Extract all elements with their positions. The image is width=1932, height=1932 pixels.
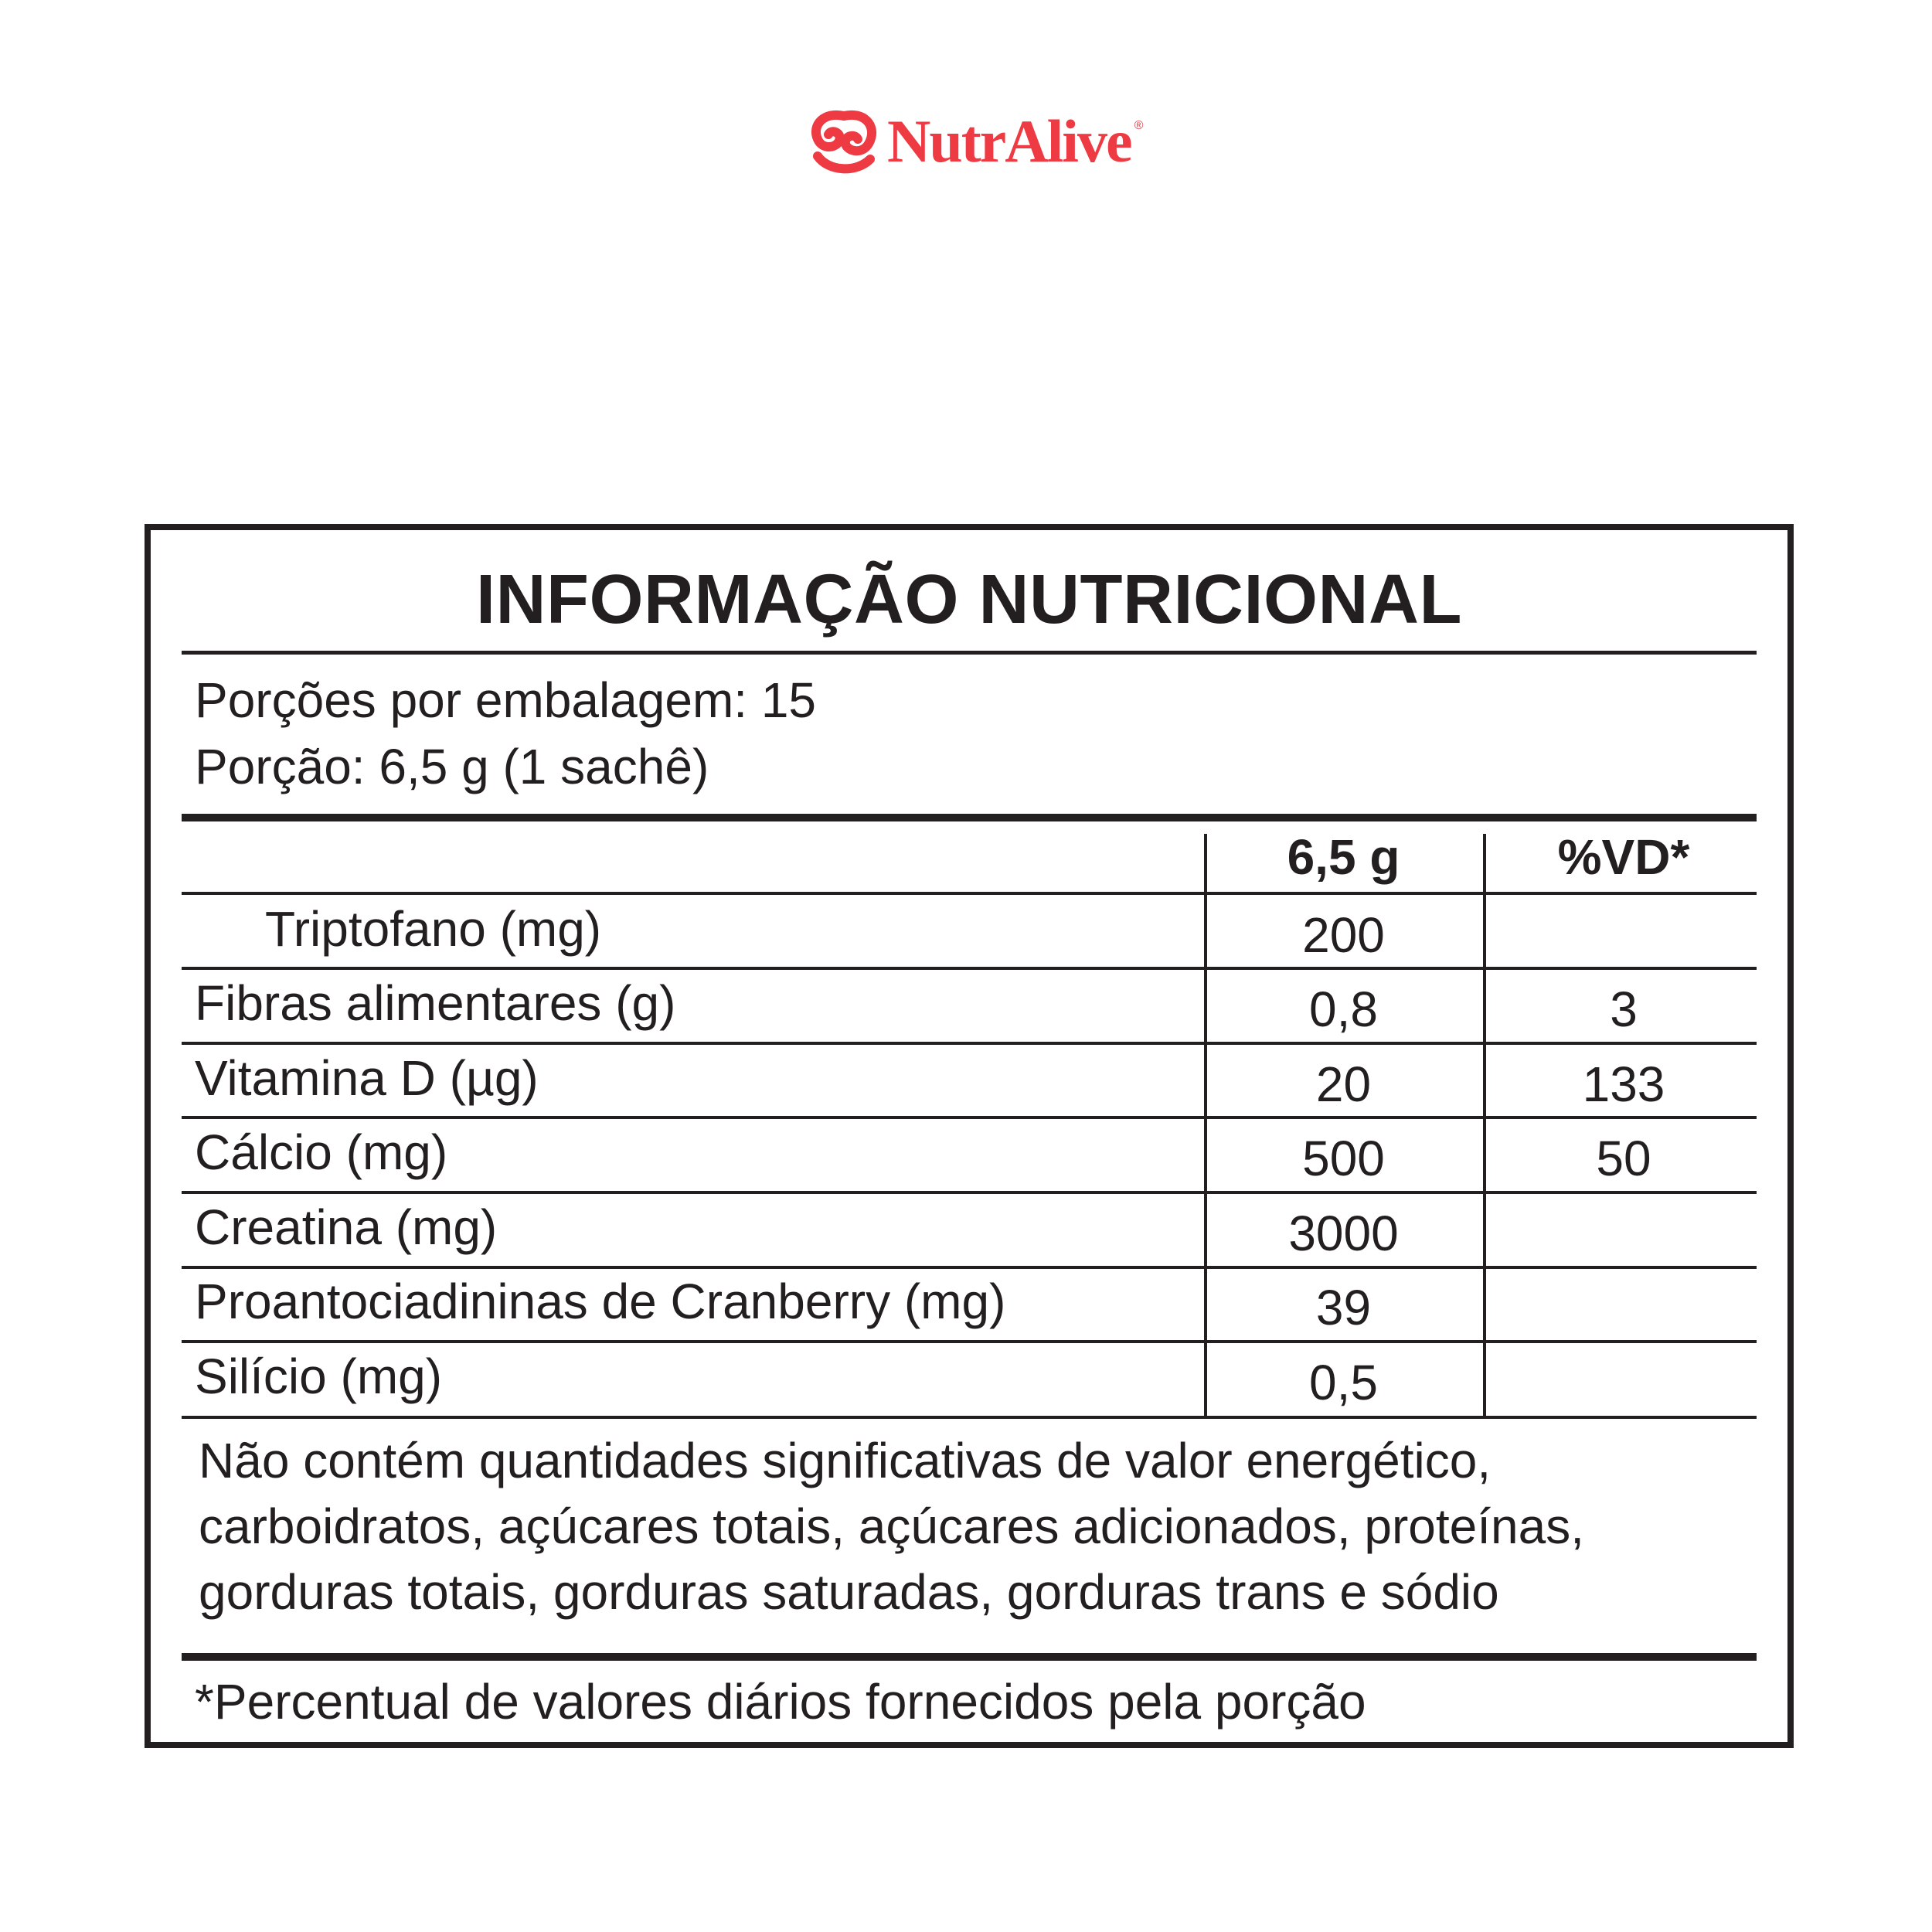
nutrient-amount: 3000 [1288, 1206, 1399, 1261]
row-divider [182, 1042, 1757, 1045]
nutrient-name: Fibras alimentares (g) [195, 975, 676, 1031]
serving-divider [182, 814, 1757, 821]
row-divider [182, 1340, 1757, 1343]
row-divider [182, 1266, 1757, 1269]
column-divider-right [1483, 834, 1486, 1419]
serving-size: Porção: 6,5 g (1 sachê) [195, 739, 709, 794]
nutrient-dv: 50 [1596, 1131, 1651, 1186]
footnote-divider [182, 1653, 1757, 1661]
column-header-amount: 6,5 g [1287, 829, 1400, 885]
nutrition-facts-panel [145, 524, 1794, 1748]
nutrient-amount: 200 [1302, 907, 1385, 963]
nutrient-name: Cálcio (mg) [195, 1124, 448, 1180]
row-divider [182, 1191, 1757, 1194]
nutrient-name: Creatina (mg) [195, 1199, 498, 1255]
panel-title: INFORMAÇÃO NUTRICIONAL [476, 561, 1462, 638]
nutrient-name: Silício (mg) [195, 1349, 443, 1404]
brand-logo [808, 108, 1143, 175]
nutrient-amount: 500 [1302, 1131, 1385, 1186]
nutrient-amount: 39 [1315, 1280, 1372, 1335]
registered-mark: ® [1134, 119, 1144, 132]
table-bottom-divider [182, 1416, 1757, 1419]
nutrient-amount: 0,5 [1309, 1355, 1378, 1410]
header-divider [182, 892, 1757, 895]
not-significant-note: Não contém quantidades significativas de valor energético, carboidratos, açúcares totais, açúcares adicionados, proteínas, gorduras totais, gorduras saturadas, gorduras trans e sódio [199, 1433, 1584, 1620]
row-divider [182, 967, 1757, 970]
nutrient-name: Vitamina D (µg) [195, 1050, 539, 1106]
nutrient-amount: 20 [1315, 1056, 1372, 1112]
title-divider [182, 651, 1757, 655]
column-header-dv: %VD* [1557, 829, 1690, 885]
nutrient-name: Proantociadininas de Cranberry (mg) [195, 1274, 1006, 1329]
daily-value-footnote: *Percentual de valores diários fornecidos pela porção [195, 1674, 1366, 1730]
servings-per-package: Porções por embalagem: 15 [195, 672, 816, 728]
row-divider [182, 1116, 1757, 1119]
nutrient-dv: 3 [1610, 981, 1638, 1037]
nutrient-amount: 0,8 [1309, 981, 1378, 1037]
brand-name: NutrAlive [887, 107, 1131, 175]
nutrient-name: Triptofano (mg) [265, 901, 602, 957]
nutrient-dv: 133 [1582, 1056, 1665, 1112]
nutralive-logo-icon [808, 108, 879, 175]
